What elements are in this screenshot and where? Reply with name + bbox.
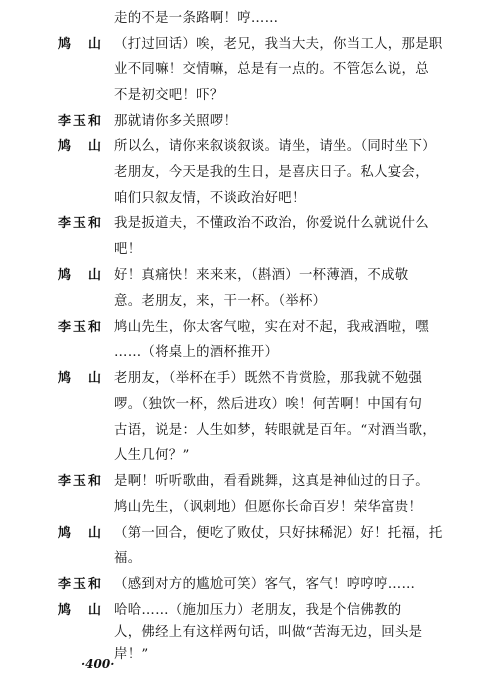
- script-line: [0, 109, 481, 135]
- script-line: [0, 546, 481, 572]
- speaker-name: 鸠 山: [58, 603, 104, 618]
- script-line: [0, 572, 481, 598]
- speaker-name: 李玉和: [58, 320, 104, 335]
- script-line: [0, 315, 481, 341]
- line-text: 是啊！听听歌曲，看看跳舞，这真是神仙过的日子。: [114, 474, 429, 489]
- speaker-name: 鸠 山: [58, 268, 104, 283]
- script-line: [0, 6, 481, 32]
- script-line: [0, 642, 481, 668]
- script-line: [0, 392, 481, 418]
- line-text: 人生几何？”: [114, 448, 190, 463]
- line-text: 业不同嘛！交情嘛，总是有一点的。不管怎么说，总: [114, 62, 429, 77]
- script-line: [0, 186, 481, 212]
- script-line: [0, 160, 481, 186]
- speaker-name: 鸠 山: [58, 37, 104, 52]
- script-line: [0, 418, 481, 444]
- speaker-name: 鸠 山: [58, 371, 104, 386]
- line-text: （打过回话）唉，老兄，我当大夫，你当工人，那是职: [114, 37, 443, 52]
- line-text: 古语，说是：人生如梦，转眼就是百年。“对酒当歌，: [114, 423, 437, 438]
- line-text: 好！真痛快！来来来，（斟酒）一杯薄酒，不成敬: [114, 268, 409, 283]
- speaker-name: 鸠 山: [58, 139, 104, 154]
- line-text: 走的不是一条路啊！哼……: [114, 11, 279, 26]
- speaker-name: 鸠 山: [58, 526, 104, 541]
- line-text: （感到对方的尴尬可笑）客气，客气！哼哼哼……: [114, 577, 416, 592]
- line-text: 意。老朋友，来，干一杯。（举杯）: [114, 294, 327, 309]
- script-line: [0, 443, 481, 469]
- line-text: 鸠山先生，你太客气啦，实在对不起，我戒酒啦，嘿: [114, 320, 429, 335]
- line-text: 老朋友，（举杯在手）既然不肯赏脸，那我就不勉强: [114, 371, 423, 386]
- speaker-name: 李玉和: [58, 474, 104, 489]
- line-text: 不是初交吧！吓？: [114, 88, 224, 103]
- line-text: 鸠山先生，（讽刺地）但愿你长命百岁！荣华富贵！: [114, 500, 423, 515]
- page-number: ·400·: [81, 657, 115, 671]
- speaker-name: 李玉和: [58, 114, 104, 129]
- script-line: [0, 237, 481, 263]
- line-text: （第一回合，便吃了败仗，只好抹稀泥）好！托福，托: [114, 526, 443, 541]
- line-text: 福。: [114, 551, 142, 566]
- speaker-name: 李玉和: [58, 216, 104, 231]
- line-text: 咱们只叙友情，不谈政治好吧！: [114, 191, 306, 206]
- script-line: [0, 211, 481, 237]
- script-line: [0, 495, 481, 521]
- script-line: [0, 521, 481, 547]
- script-line: [0, 289, 481, 315]
- line-text: 哈哈……（施加压力）老朋友，我是个信佛教的: [114, 603, 402, 618]
- line-text: 吧！: [114, 242, 142, 257]
- line-text: 啰。（独饮一杯，然后进攻）唉！何苦啊！中国有句: [114, 397, 423, 412]
- script-line: [0, 340, 481, 366]
- speaker-name: 李玉和: [58, 577, 104, 592]
- line-text: 所以么，请你来叙谈叙谈。请坐，请坐。（同时坐下）: [114, 139, 436, 154]
- line-text: 我是扳道夫，不懂政治不政治，你爱说什么就说什么: [114, 216, 429, 231]
- script-line: [0, 263, 481, 289]
- line-text: ……（将桌上的酒杯推开）: [114, 345, 279, 360]
- script-line: [0, 83, 481, 109]
- line-text: 那就请你多关照啰！: [114, 114, 238, 129]
- script-line: [0, 32, 481, 58]
- line-text: 人，佛经上有这样两句话，叫做“苦海无边，回头是: [114, 625, 423, 640]
- script-line: [0, 366, 481, 392]
- script-line: [0, 57, 481, 83]
- script-line: [0, 469, 481, 495]
- line-text: 岸！”: [114, 647, 149, 662]
- line-text: 老朋友，今天是我的生日，是喜庆日子。私人宴会，: [114, 165, 429, 180]
- script-line: [0, 134, 481, 160]
